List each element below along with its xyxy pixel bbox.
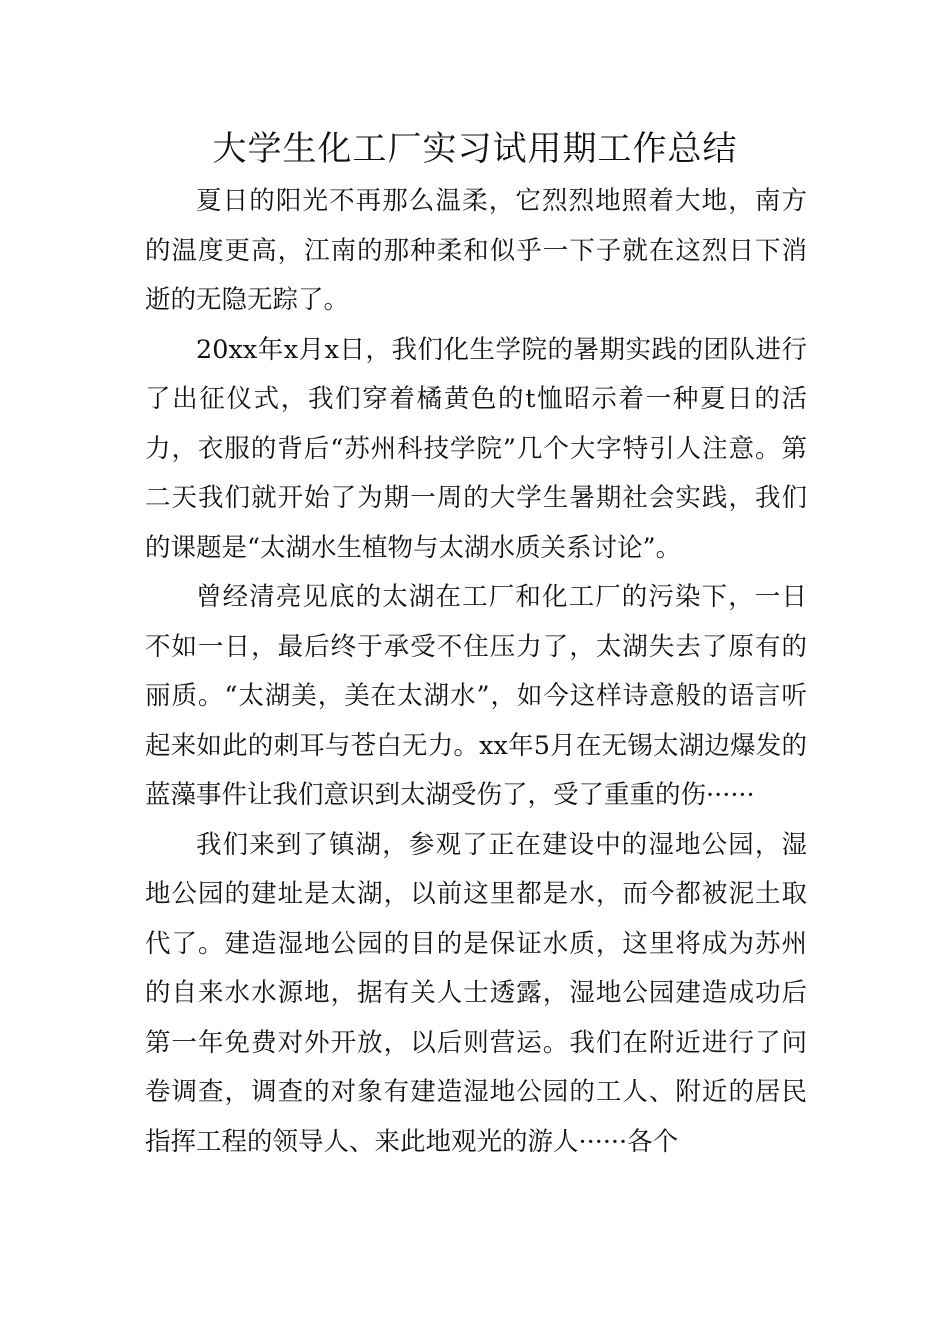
document-body [145, 177, 807, 1167]
paragraph-3: 曾经清亮见底的太湖在工厂和化工厂的污染下，一日不如一日，最后终于承受不住压力了，太湖失去了原有的丽质。“太湖美，美在太湖水”，如今这样诗意般的语言听起来如此的刺耳与苍白无力。xx年5月在无锡太湖边爆发的蓝藻事件让我们意识到太湖受伤了，受了重重的伤······ [145, 582, 807, 810]
document-title: 大学生化工厂实习试用期工作总结 [212, 129, 738, 169]
paragraph-2: 20xx年x月x日，我们化生学院的暑期实践的团队进行了出征仪式，我们穿着橘黄色的t恤昭示着一种夏日的活力，衣服的背后“苏州科技学院”几个大字特引人注意。第二天我们就开始了为期一周的大学生暑期社会实践，我们的课题是“太湖水生植物与太湖水质关系讨论”。 [145, 334, 807, 563]
paragraph-4: 我们来到了镇湖，参观了正在建设中的湿地公园，湿地公园的建址是太湖，以前这里都是水，而今都被泥土取代了。建造湿地公园的目的是保证水质，这里将成为苏州的自来水水源地，据有关人士透露，湿地公园建造成功后第一年免费对外开放，以后则营运。我们在附近进行了问卷调查，调查的对象有建造湿地公园的工人、附近的居民指挥工程的领导人、来此地观光的游人······各个 [145, 829, 807, 1157]
paragraph-1: 夏日的阳光不再那么温柔，它烈烈地照着大地，南方的温度更高，江南的那种柔和似乎一下子就在这烈日下消逝的无隐无踪了。 [145, 186, 807, 315]
